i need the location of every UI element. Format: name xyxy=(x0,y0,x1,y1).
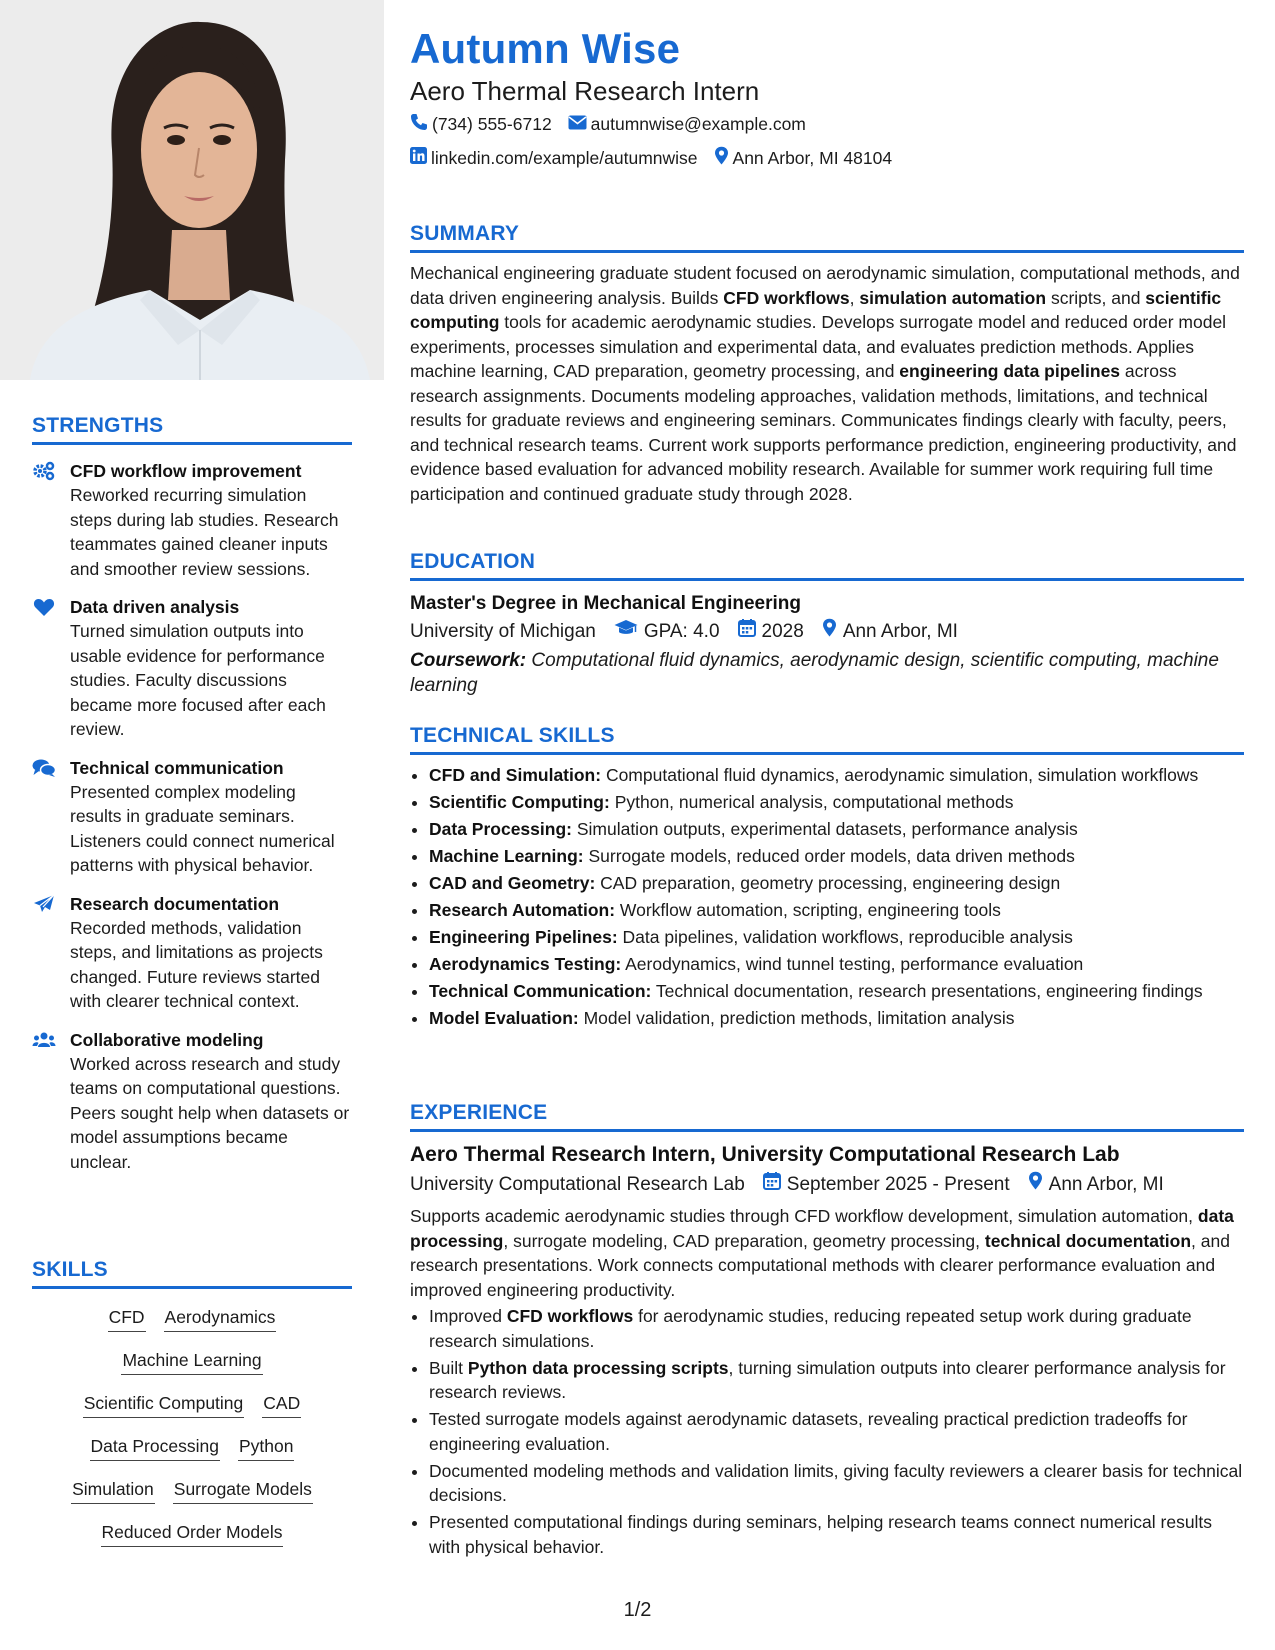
bold-phrase: Python data processing scripts xyxy=(467,1357,729,1378)
bold-phrase: CFD workflows xyxy=(723,287,850,308)
list-item: • Documented modeling methods and validation limits, giving faculty reviewers a clearer basis for technical decisions. xyxy=(429,1459,1244,1508)
strength-desc: Turned simulation outputs into usable evidence for performance studies. Faculty discussions became more focused after each review. xyxy=(70,621,326,739)
employer-name: University Computational Research Lab xyxy=(410,1174,745,1195)
skill-text: Python, numerical analysis, computational methods xyxy=(609,792,1014,812)
strength-desc: Recorded methods, validation steps, and limitations as projects changed. Future reviews started with clearer technical context. xyxy=(70,917,323,1011)
heart-icon xyxy=(32,597,56,617)
location-text: Ann Arbor, MI xyxy=(1048,1174,1164,1195)
skill-chip: Surrogate Models xyxy=(173,1477,313,1504)
skills-row xyxy=(32,1520,352,1547)
strength-desc: Worked across research and study teams on computational questions. Peers sought help when datasets or model assumptions became unclear. xyxy=(70,1053,350,1172)
list-item xyxy=(429,925,1244,950)
linkedin-contact[interactable] xyxy=(410,147,698,169)
job-meta xyxy=(410,1170,1244,1200)
skill-text: Workflow automation, scripting, engineering tools xyxy=(615,900,1001,920)
gpa xyxy=(614,617,720,647)
map-marker-icon xyxy=(714,146,729,170)
phone-icon xyxy=(410,113,428,136)
left-column xyxy=(0,0,384,1650)
bold-phrase: engineering data pipelines xyxy=(899,361,1121,381)
bold-phrase: technical documentation xyxy=(984,1230,1192,1251)
page-number: 1/2 xyxy=(623,1599,652,1621)
list-item xyxy=(429,1006,1244,1031)
job-summary: Supports academic aerodynamic studies through CFD workflow development, simulation automation, data processing, surrogate modeling, CAD preparation, geometry processing, technical documentation, and research presentations. Work connects computational methods with clearer performance evaluation and improved engineering productivity. xyxy=(410,1206,1234,1300)
list-item xyxy=(429,898,1244,923)
skill-chip: CFD xyxy=(108,1305,146,1332)
school-name: University of Michigan xyxy=(410,621,596,642)
users-icon xyxy=(32,1030,56,1050)
skill-chip: Scientific Computing xyxy=(83,1391,245,1418)
linkedin-icon xyxy=(410,147,427,169)
list-item xyxy=(429,763,1244,788)
skill-label: CFD and Simulation: xyxy=(429,765,602,785)
location-contact xyxy=(714,146,893,170)
year-text: 2028 xyxy=(761,621,804,642)
location-text: Ann Arbor, MI xyxy=(842,621,958,642)
envelope-icon xyxy=(568,114,587,135)
contact-row xyxy=(410,113,806,136)
dates-text: September 2025 - Present xyxy=(786,1174,1010,1195)
job-location xyxy=(1028,1170,1164,1200)
list-item: • Improved CFD workflows for aerodynamic studies, reducing repeated setup work during graduate research simulations. xyxy=(429,1304,1244,1353)
school-location xyxy=(822,617,958,647)
location-text: Ann Arbor, MI 48104 xyxy=(732,147,893,168)
coursework xyxy=(410,648,1244,698)
candidate-role: Aero Thermal Research Intern xyxy=(410,76,760,106)
education-meta xyxy=(410,617,1244,647)
school xyxy=(410,617,596,647)
map-marker-icon xyxy=(822,617,837,647)
comments-icon xyxy=(32,758,56,778)
summary-text: Mechanical engineering graduate student focused on aerodynamic simulation, computational methods, and data driven engineering analysis. Builds CFD workflows, simulation automation scripts, and scientific computing tools for academic aerodynamic studies. Develops surrogate model and reduced order model experiments, processes simulation and experimental data, and evaluates prediction methods. Applies machine learning, CAD preparation, geometry processing, and engineering data pipelines across research assignments. Documents modeling approaches, validation methods, limitations, and technical results for graduate reviews and engineering seminars. Communicates findings clearly with faculty, peers, and technical research teams. Current work supports performance prediction, engineering productivity, and evidence based evaluation for advanced mobility research. Available for summer work requiring full time participation and continued graduate study through 2028. xyxy=(410,263,1240,504)
bold-phrase: scientific computing xyxy=(410,287,1222,332)
skill-label: Engineering Pipelines: xyxy=(429,927,618,947)
strength-item xyxy=(32,459,352,581)
graduation-cap-icon xyxy=(614,617,638,647)
skills-row xyxy=(32,1305,352,1332)
strength-item xyxy=(32,756,352,878)
list-item xyxy=(429,979,1244,1004)
skill-text: CAD preparation, geometry processing, engineering design xyxy=(595,873,1061,893)
skill-chip: Data Processing xyxy=(90,1434,220,1461)
skills-title: SKILLS xyxy=(32,1258,352,1289)
education-section xyxy=(410,550,1244,698)
strength-title: Technical communication xyxy=(70,757,284,778)
map-marker-icon xyxy=(1028,1170,1043,1200)
skill-text: Data pipelines, validation workflows, reproducible analysis xyxy=(617,927,1073,947)
education-title: EDUCATION xyxy=(410,550,1244,581)
linkedin-text: linkedin.com/example/autumnwise xyxy=(431,147,698,168)
summary-section xyxy=(410,222,1244,506)
strength-desc: Presented complex modeling results in graduate seminars. Listeners could connect numerical patterns with physical behavior. xyxy=(70,781,335,875)
skill-label: CAD and Geometry: xyxy=(429,873,596,893)
employer xyxy=(410,1170,745,1200)
list-item: • Presented computational findings during seminars, helping research teams connect numerical results with physical behavior. xyxy=(429,1510,1244,1559)
coursework-label: Coursework: xyxy=(410,650,527,671)
technical-skills-list xyxy=(410,763,1244,1031)
skill-text: Surrogate models, reduced order models, data driven methods xyxy=(583,846,1075,866)
skill-label: Technical Communication: xyxy=(429,981,652,1001)
list-item xyxy=(429,871,1244,896)
email-contact[interactable] xyxy=(568,114,806,135)
skill-text: Aerodynamics, wind tunnel testing, performance evaluation xyxy=(621,954,1084,974)
calendar-icon xyxy=(763,1170,781,1200)
profile-photo xyxy=(0,0,384,380)
candidate-name: Autumn Wise xyxy=(410,25,681,72)
strength-desc: Reworked recurring simulation steps during lab studies. Research teammates gained cleaner inputs and smoother review sessions. xyxy=(70,485,339,579)
skills-row xyxy=(32,1348,352,1375)
graduation-year xyxy=(738,617,804,647)
skills-section xyxy=(32,1258,352,1547)
strength-title: Data driven analysis xyxy=(70,597,240,617)
skill-text: Simulation outputs, experimental datasets, performance analysis xyxy=(571,819,1078,839)
list-item: • Built Python data processing scripts, turning simulation outputs into clearer performance analysis for research reviews. xyxy=(429,1356,1244,1405)
list-item xyxy=(429,817,1244,842)
skill-chip: Simulation xyxy=(71,1477,155,1504)
phone-contact[interactable] xyxy=(410,113,552,136)
skill-label: Aerodynamics Testing: xyxy=(429,954,622,974)
technical-skills-title: TECHNICAL SKILLS xyxy=(410,724,1244,755)
gpa-text: GPA: 4.0 xyxy=(643,621,720,642)
list-item xyxy=(429,790,1244,815)
skill-chip: Aerodynamics xyxy=(164,1305,277,1332)
skills-row xyxy=(32,1391,352,1418)
coursework-text: Computational fluid dynamics, aerodynamic design, scientific computing, machine learning xyxy=(410,650,1219,696)
bold-phrase: CFD workflows xyxy=(506,1306,634,1326)
bold-phrase: data processing xyxy=(410,1206,1234,1251)
experience-section xyxy=(410,1101,1244,1562)
strength-item xyxy=(32,1028,352,1175)
skill-chip: Machine Learning xyxy=(121,1348,262,1375)
skill-chip: CAD xyxy=(262,1391,301,1418)
skill-label: Research Automation: xyxy=(429,900,616,920)
skill-chip: Reduced Order Models xyxy=(101,1520,284,1547)
job-title: Aero Thermal Research Intern, University Computational Research Lab xyxy=(410,1143,1120,1166)
degree-title: Master's Degree in Mechanical Engineering xyxy=(410,593,801,614)
strength-item xyxy=(32,595,352,742)
skill-text: Computational fluid dynamics, aerodynamic simulation, simulation workflows xyxy=(601,765,1199,785)
technical-skills-section xyxy=(410,724,1244,1033)
strengths-title: STRENGTHS xyxy=(32,414,352,445)
paper-plane-icon xyxy=(32,894,56,914)
strength-title: Research documentation xyxy=(70,893,280,914)
phone-text: (734) 555-6712 xyxy=(432,114,552,134)
email-text: autumnwise@example.com xyxy=(590,114,806,134)
gears-icon xyxy=(32,461,56,481)
contact-row xyxy=(410,146,892,170)
experience-title: EXPERIENCE xyxy=(410,1101,1244,1132)
list-item xyxy=(429,952,1244,977)
bold-phrase: simulation automation xyxy=(859,287,1047,308)
skill-chip: Python xyxy=(238,1434,294,1461)
list-item: • Tested surrogate models against aerodynamic datasets, revealing practical prediction tradeoffs for engineering evaluation. xyxy=(429,1407,1244,1456)
skills-row xyxy=(32,1477,352,1504)
strengths-section xyxy=(32,414,352,1174)
strength-title: Collaborative modeling xyxy=(70,1029,264,1050)
skill-label: Scientific Computing: xyxy=(429,792,610,812)
job-dates xyxy=(763,1170,1010,1200)
job-bullets xyxy=(410,1304,1244,1559)
list-item xyxy=(429,844,1244,869)
summary-title: SUMMARY xyxy=(410,222,1244,253)
skill-text: Technical documentation, research presentations, engineering findings xyxy=(651,981,1203,1001)
skill-text: Model validation, prediction methods, limitation analysis xyxy=(578,1008,1015,1028)
strength-title: CFD workflow improvement xyxy=(70,461,302,481)
calendar-icon xyxy=(738,617,756,647)
skill-label: Machine Learning: xyxy=(429,846,584,866)
skills-row xyxy=(32,1434,352,1461)
skill-label: Model Evaluation: xyxy=(429,1008,579,1028)
skill-label: Data Processing: xyxy=(429,819,572,839)
strength-item xyxy=(32,892,352,1014)
